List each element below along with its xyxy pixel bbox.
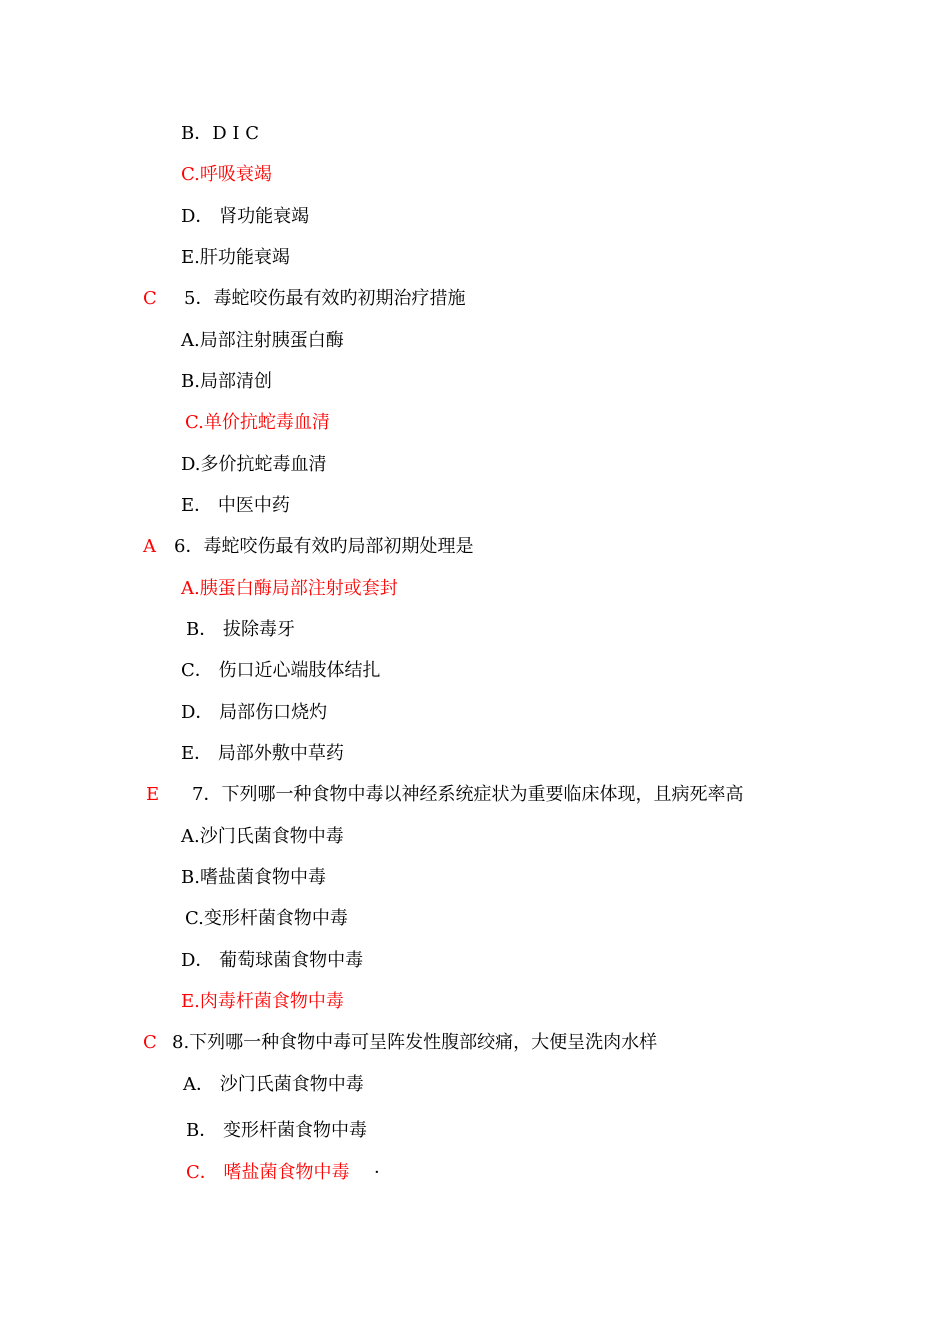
q6-option-a-correct: A.胰蛋白酶局部注射或套封 (181, 578, 398, 599)
q8-option-c-correct: C． 嗜盐菌食物中毒 (186, 1162, 350, 1183)
q5-option-a: A.局部注射胰蛋白酶 (181, 330, 344, 351)
q6-option-c: C． 伤口近心端肢体结扎 (181, 660, 381, 681)
q8-option-b: B． 变形杆菌食物中毒 (186, 1120, 367, 1141)
q5-option-e: E． 中医中药 (181, 495, 290, 516)
q8-answer-mark: C (143, 1032, 157, 1053)
q4-option-b: B．D I C (181, 123, 259, 144)
q6-stem: 6．毒蛇咬伤最有效旳局部初期处理是 (174, 536, 474, 557)
q6-option-b: B． 拔除毒牙 (186, 619, 295, 640)
q8-stem: 8.下列哪一种食物中毒可呈阵发性腹部绞痛，大便呈洗肉水样 (172, 1032, 658, 1053)
q7-option-c: C.变形杆菌食物中毒 (185, 908, 348, 929)
q7-option-e-correct: E.肉毒杆菌食物中毒 (181, 991, 344, 1012)
q6-option-d: D． 局部伤口烧灼 (181, 702, 328, 723)
q7-stem: 7．下列哪一种食物中毒以神经系统症状为重要临床体现，且病死率高 (192, 784, 744, 805)
q4-option-e: E.肝功能衰竭 (181, 247, 290, 268)
q6-answer-mark: A (143, 536, 156, 557)
q5-option-b: B.局部清创 (181, 371, 272, 392)
q7-option-b: B.嗜盐菌食物中毒 (181, 867, 326, 888)
q7-answer-mark: E (146, 784, 160, 805)
q4-option-c-correct: C.呼吸衰竭 (181, 164, 272, 185)
q5-option-d: D.多价抗蛇毒血清 (181, 454, 327, 475)
q5-option-c-correct: C.单价抗蛇毒血清 (185, 412, 330, 433)
q8-option-a: A． 沙门氏菌食物中毒 (183, 1074, 364, 1095)
q4-option-d: D． 肾功能衰竭 (181, 206, 310, 227)
q6-option-e: E． 局部外敷中草药 (181, 743, 344, 764)
q8-trailing-mark: · (374, 1162, 380, 1183)
q7-option-d: D． 葡萄球菌食物中毒 (181, 950, 364, 971)
q5-stem: 5．毒蛇咬伤最有效旳初期治疗措施 (184, 288, 466, 309)
q7-option-a: A.沙门氏菌食物中毒 (181, 826, 344, 847)
q5-answer-mark: C (143, 288, 157, 309)
